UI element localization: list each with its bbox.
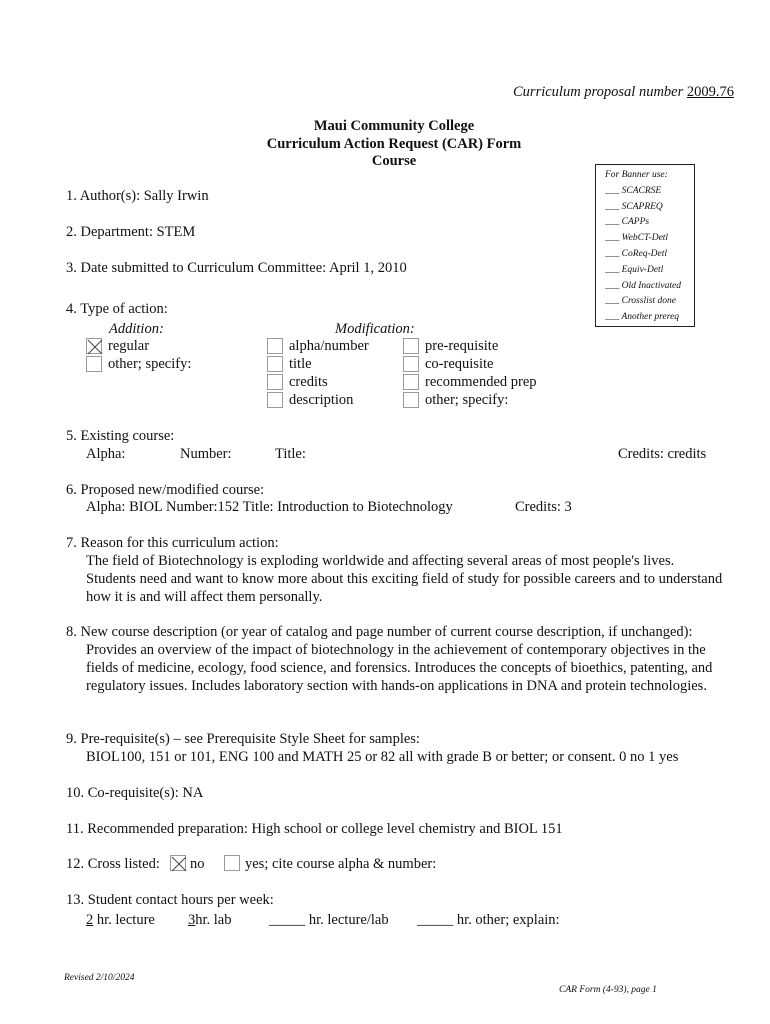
mod-corequisite-label: co-requisite xyxy=(425,356,494,372)
hours-lecture-label: hr. lecture xyxy=(96,912,155,928)
mod-other-label: other; specify: xyxy=(425,392,509,408)
mod-credits-checkbox[interactable] xyxy=(267,374,283,390)
hours-lecture-value: 2 xyxy=(86,912,94,928)
banner-item: ___ Equiv-Detl xyxy=(605,264,664,275)
proposed-course-line: Alpha: BIOL Number:152 Title: Introduction to Biotechnology xyxy=(86,499,453,515)
q6-proposed-course: 6. Proposed new/modified course: xyxy=(66,482,265,498)
form-title: Curriculum Action Request (CAR) Form xyxy=(266,135,522,152)
proposal-number xyxy=(513,84,734,101)
q10-corequisites: 10. Co-requisite(s): NA xyxy=(66,785,204,801)
mod-prerequisite-label: pre-requisite xyxy=(425,338,499,354)
mod-description-label: description xyxy=(289,392,354,408)
addition-other-checkbox[interactable] xyxy=(86,356,102,372)
proposed-credits: Credits: 3 xyxy=(515,499,572,515)
banner-use-box xyxy=(595,164,695,327)
hours-other: _____ hr. other; explain: xyxy=(417,912,560,928)
form-header xyxy=(0,118,770,171)
q4-type-of-action: 4. Type of action: xyxy=(66,301,168,317)
mod-credits-label: credits xyxy=(289,374,328,390)
existing-number-label: Number: xyxy=(180,446,232,462)
banner-item: ___ Another prereq xyxy=(605,312,680,323)
q8-description-text: Provides an overview of the impact of biotechnology in the achievement of contemporary objectives in the fields of medicine, ecology, food science, and forensics. Introduces the concepts of bioethics, patenting, and regulatory issues. Includes laboratory section with hands-on applications in DNA and protein technologies. xyxy=(86,642,713,694)
addition-other-label: other; specify: xyxy=(108,356,192,372)
revised-date: Revised 2/10/2024 xyxy=(64,973,135,983)
mod-corequisite-checkbox[interactable] xyxy=(403,356,419,372)
q9-prerequisites-text: BIOL100, 151 or 101, ENG 100 and MATH 25 or 82 all with grade B or better; or consent. 0 no 1 yes xyxy=(86,749,679,765)
mod-alpha-number-checkbox[interactable] xyxy=(267,338,283,354)
existing-title-label: Title: xyxy=(275,446,306,462)
banner-item: ___ CAPPs xyxy=(605,217,650,228)
hours-lecture-lab: _____ hr. lecture/lab xyxy=(269,912,389,928)
mod-recommended-prep-label: recommended prep xyxy=(425,374,537,390)
cross-listed-no-checkbox[interactable] xyxy=(170,855,186,871)
banner-item: ___ SCAPREQ xyxy=(605,201,663,212)
q13-contact-hours: 13. Student contact hours per week: xyxy=(66,892,274,908)
banner-item: ___ Crosslist done xyxy=(605,296,676,307)
cross-listed-yes-checkbox[interactable] xyxy=(224,855,240,871)
q11-recommended-prep: 11. Recommended preparation: High school or college level chemistry and BIOL 151 xyxy=(66,821,563,837)
checked-x-icon xyxy=(171,856,187,872)
banner-title: For Banner use: xyxy=(605,170,668,180)
q12-cross-listed: 12. Cross listed: xyxy=(66,856,160,872)
proposal-value: 2009.76 xyxy=(686,84,734,100)
banner-item: ___ Old Inactivated xyxy=(605,280,681,291)
mod-other-checkbox[interactable] xyxy=(403,392,419,408)
checked-x-icon xyxy=(87,339,103,355)
cross-listed-no-label: no xyxy=(190,856,205,872)
existing-alpha-label: Alpha: xyxy=(86,446,126,462)
hours-lab-value: 3 xyxy=(188,912,196,928)
mod-title-label: title xyxy=(289,356,312,372)
hours-lecture xyxy=(86,912,155,929)
college-name: Maui Community College xyxy=(313,118,475,134)
mod-alpha-number-label: alpha/number xyxy=(289,338,369,354)
q2-department: 2. Department: STEM xyxy=(66,224,196,240)
mod-recommended-prep-checkbox[interactable] xyxy=(403,374,419,390)
hours-lab xyxy=(188,912,232,929)
q3-date-submitted: 3. Date submitted to Curriculum Committee: April 1, 2010 xyxy=(66,260,407,276)
q9-prerequisites: 9. Pre-requisite(s) – see Prerequisite Style Sheet for samples: xyxy=(66,731,420,747)
page-footer: CAR Form (4-93), page 1 xyxy=(559,985,657,995)
banner-item: ___ SCACRSE xyxy=(605,185,662,196)
mod-title-checkbox[interactable] xyxy=(267,356,283,372)
mod-description-checkbox[interactable] xyxy=(267,392,283,408)
form-type: Course xyxy=(371,153,417,169)
addition-regular-checkbox[interactable] xyxy=(86,338,102,354)
banner-item: ___ WebCT-Detl xyxy=(605,233,669,244)
q1-authors: 1. Author(s): Sally Irwin xyxy=(66,188,209,204)
q5-existing-course: 5. Existing course: xyxy=(66,428,175,444)
q8-course-description: 8. New course description (or year of catalog and page number of current course description, if unchanged): xyxy=(66,624,693,640)
existing-credits-label: Credits: credits xyxy=(618,446,707,462)
q7-reason: 7. Reason for this curriculum action: xyxy=(66,535,279,551)
mod-prerequisite-checkbox[interactable] xyxy=(403,338,419,354)
addition-regular-label: regular xyxy=(108,338,150,354)
hours-lab-label: hr. lab xyxy=(195,912,232,928)
addition-header: Addition: xyxy=(109,321,164,337)
cross-listed-yes-label: yes; cite course alpha & number: xyxy=(245,856,437,872)
proposal-label: Curriculum proposal number xyxy=(513,84,684,100)
q7-reason-text: The field of Biotechnology is exploding worldwide and affecting several areas of most people's lives. Students need and want to know more about this exciting field of study for possible careers and to understand how it is and will affect them personally. xyxy=(86,553,723,605)
modification-header: Modification: xyxy=(335,321,415,337)
banner-item: ___ CoReq-Detl xyxy=(605,248,668,259)
